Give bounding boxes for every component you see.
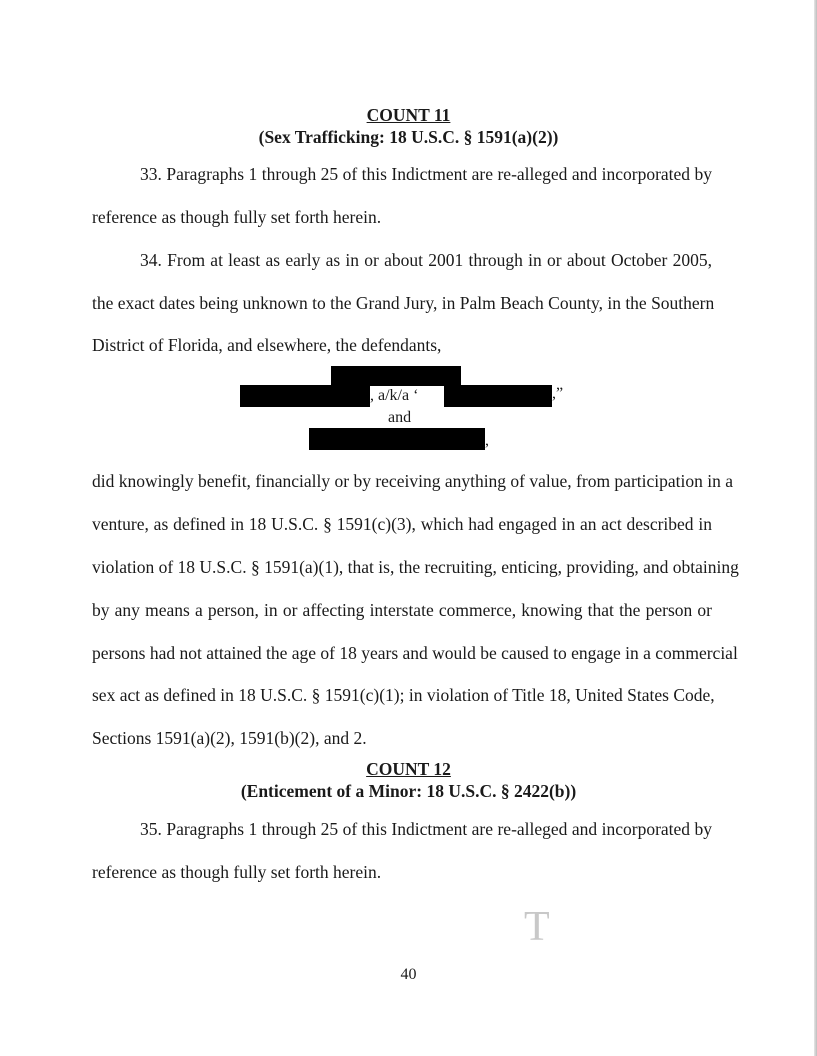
paragraph-34-cont-line-3: violation of 18 U.S.C. § 1591(a)(1), that is, the recruiting, enticing, providing, and obtaining — [92, 557, 739, 577]
count-subtitle: (Enticement of a Minor: 18 U.S.C. § 2422(b)) — [240, 781, 577, 801]
paragraph-35-line-2: reference as though fully set forth herein. — [92, 862, 382, 882]
aka-text: , a/k/a ‘ — [370, 387, 419, 404]
count-12-heading — [0, 758, 817, 802]
redaction-bar — [240, 385, 370, 407]
paragraph-33-line-2: reference as though fully set forth herein. — [92, 207, 382, 227]
count-title: COUNT 12 — [366, 759, 451, 779]
paragraph-34-line-3: District of Florida, and elsewhere, the defendants, — [92, 335, 442, 355]
paragraph-34-line-1: 34. From at least as early as in or about 2001 through in or about October 2005, — [140, 250, 712, 270]
redaction-bar — [309, 428, 485, 450]
count-11-heading — [0, 104, 817, 148]
paragraph-34-cont-line-4: by any means a person, in or affecting interstate commerce, knowing that the person or — [92, 600, 712, 620]
paragraph-34-cont-line-7: Sections 1591(a)(2), 1591(b)(2), and 2. — [92, 728, 367, 748]
paragraph-34-cont-line-6: sex act as defined in 18 U.S.C. § 1591(c)(1); in violation of Title 18, United States Code, — [92, 685, 715, 705]
trailing-comma: , — [485, 432, 489, 449]
redaction-bar — [331, 366, 461, 386]
paragraph-33-line-1: 33. Paragraphs 1 through 25 of this Indictment are re-alleged and incorporated by — [140, 164, 712, 184]
count-subtitle: (Sex Trafficking: 18 U.S.C. § 1591(a)(2)) — [258, 127, 559, 147]
and-text: and — [388, 409, 412, 426]
paragraph-34-line-2: the exact dates being unknown to the Grand Jury, in Palm Beach County, in the Southern — [92, 293, 715, 313]
redaction-bar — [444, 385, 552, 407]
scan-artifact: T — [524, 904, 550, 950]
paragraph-34-cont-line-5: persons had not attained the age of 18 years and would be caused to engage in a commercial — [92, 643, 738, 663]
close-quote-text: ,” — [552, 385, 564, 402]
paragraph-34-cont-line-1: did knowingly benefit, financially or by receiving anything of value, from participation in a — [92, 471, 733, 491]
paragraph-34-cont-line-2: venture, as defined in 18 U.S.C. § 1591(c)(3), which had engaged in an act described in — [92, 514, 712, 534]
count-title: COUNT 11 — [366, 105, 451, 125]
page-number: 40 — [400, 966, 417, 983]
paragraph-35-line-1: 35. Paragraphs 1 through 25 of this Indictment are re-alleged and incorporated by — [140, 819, 712, 839]
